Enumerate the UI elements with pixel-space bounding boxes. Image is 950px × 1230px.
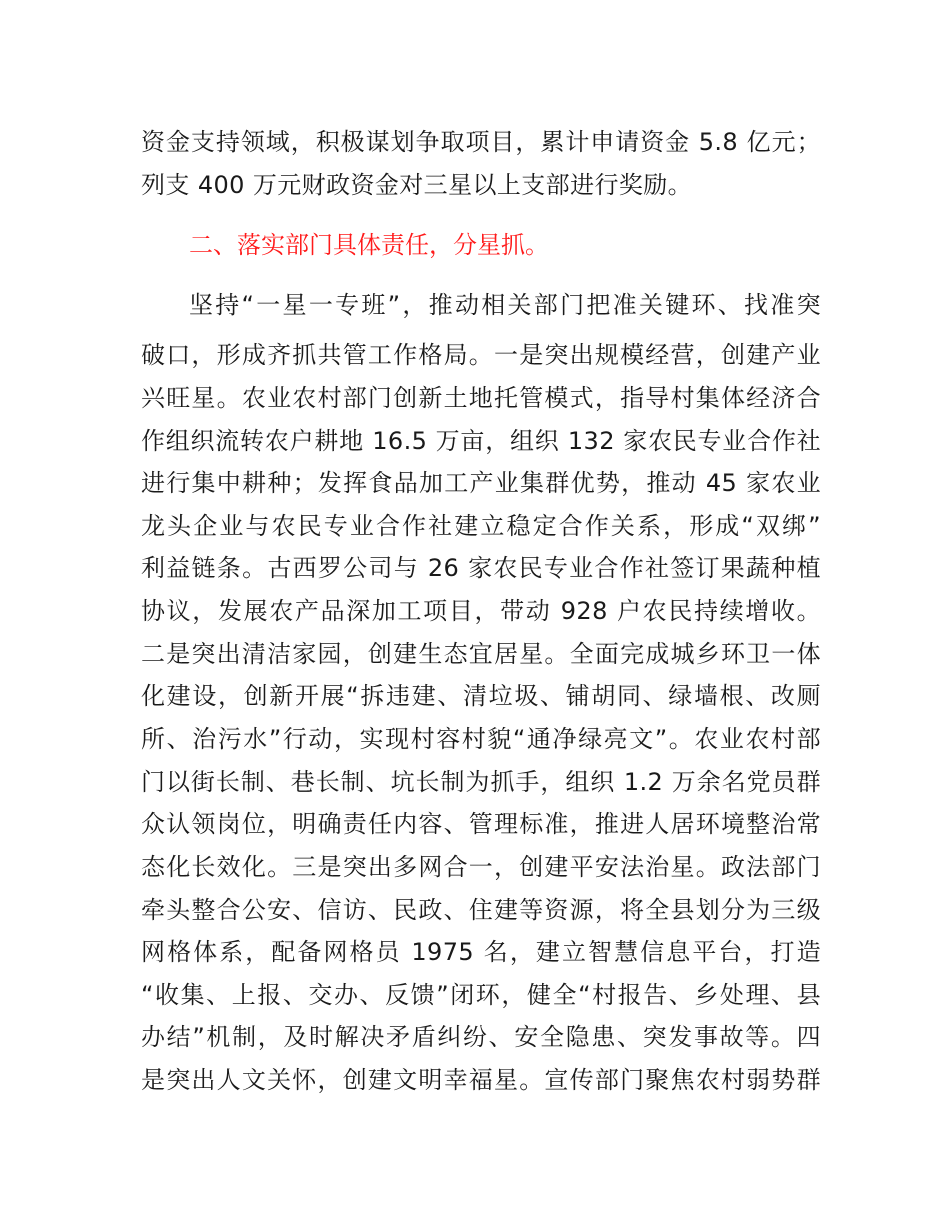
- text-line: 是突出人文关怀，创建文明幸福星。宣传部门聚焦农村弱势群: [141, 1066, 821, 1094]
- text-line: 兴旺星。农业农村部门创新土地托管模式，指导村集体经济合: [141, 384, 821, 412]
- text-line: 作组织流转农户耕地 16.5 万亩，组织 132 家农民专业合作社: [141, 427, 821, 455]
- text-line: 龙头企业与农民专业合作社建立稳定合作关系，形成“双绑”: [141, 512, 821, 540]
- text-line: 态化长效化。三是突出多网合一，创建平安法治星。政法部门: [141, 853, 821, 881]
- text-line: 列支 400 万元财政资金对三星以上支部进行奖励。: [141, 171, 693, 199]
- text-line: 网格体系，配备网格员 1975 名，建立智慧信息平台，打造: [141, 938, 821, 966]
- text-line: “收集、上报、交办、反馈”闭环，健全“村报告、乡处理、县: [141, 981, 821, 1009]
- paragraph-first-line: 坚持“一星一专班”，推动相关部门把准关键环、找准突: [189, 291, 821, 319]
- text-line: 门以街长制、巷长制、坑长制为抓手，组织 1.2 万余名党员群: [141, 768, 821, 796]
- text-line: 办结”机制，及时解决矛盾纠纷、安全隐患、突发事故等。四: [141, 1023, 821, 1051]
- text-line: 破口，形成齐抓共管工作格局。一是突出规模经营，创建产业: [141, 341, 821, 369]
- text-line: 协议，发展农产品深加工项目，带动 928 户农民持续增收。: [141, 597, 821, 625]
- text-line: 化建设，创新开展“拆违建、清垃圾、铺胡同、绿墙根、改厕: [141, 682, 821, 710]
- text-line: 牵头整合公安、信访、民政、住建等资源，将全县划分为三级: [141, 896, 821, 924]
- text-line: 所、治污水”行动，实现村容村貌“通净绿亮文”。农业农村部: [141, 725, 821, 753]
- text-line: 二是突出清洁家园，创建生态宜居星。全面完成城乡环卫一体: [141, 640, 821, 668]
- text-line: 进行集中耕种；发挥食品加工产业集群优势，推动 45 家农业: [141, 469, 821, 497]
- section-heading: 二、落实部门具体责任，分星抓。: [189, 231, 549, 259]
- text-line: 利益链条。古西罗公司与 26 家农民专业合作社签订果蔬种植: [141, 554, 821, 582]
- text-line: 众认领岗位，明确责任内容、管理标准，推进人居环境整治常: [141, 810, 821, 838]
- text-line: 资金支持领域，积极谋划争取项目，累计申请资金 5.8 亿元；: [141, 128, 821, 156]
